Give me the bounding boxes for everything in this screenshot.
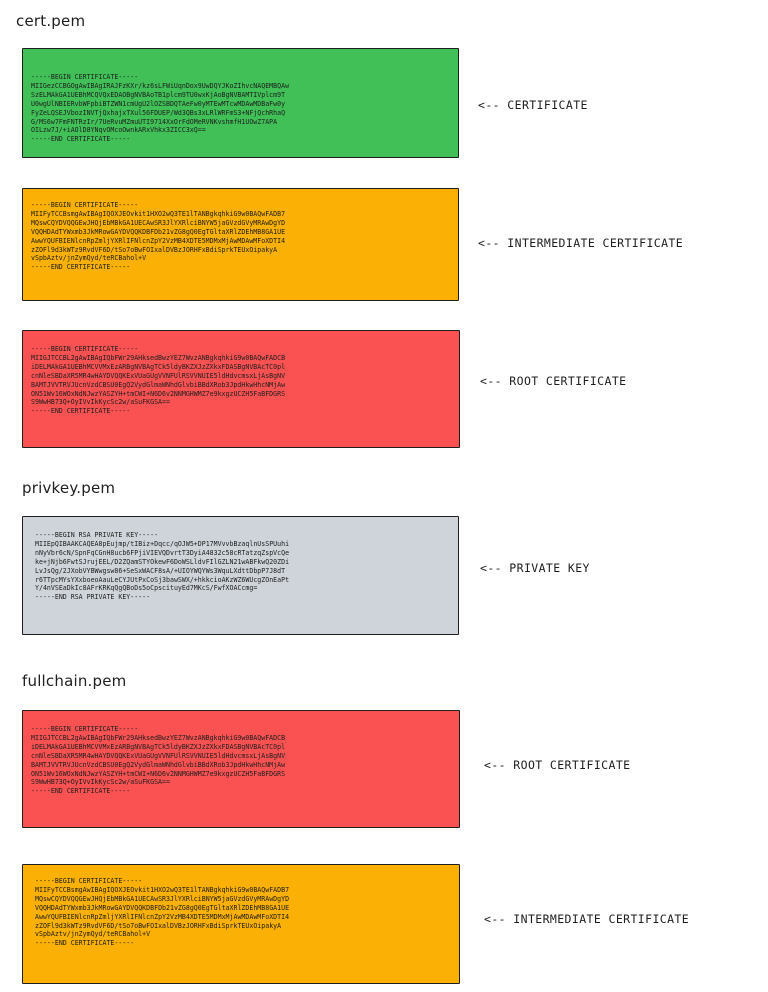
fullchain-root-certificate-box — [22, 710, 460, 828]
fullchain-intermediate-pem-text: -----BEGIN CERTIFICATE----- MIIFyTCCBsmgAwIBAgIQOXJEOvkit1HXO2wQ3TE1lTANBgkqhkiG9w0BAQwFADB7 MQswCQYDVQQGEwJHQjEbMBkGA1UECAwSR3JlYXRlciBNYW5jaGVzdGVyMRAwDgYD VQQHDAdTYWxmb3JkMRowGAYDVQQKDBFDb21vZG8gQ0EgTGltaXRlZDEhMB8GA1UE AwwYQUFBIENlcnRpZmljYXRlIFNlcnZpY2VzMB4XDTE5MDMxMjAwMDAwMFoXDTI4 zZOFl9d3kWTz9RvdVF6D/tSo7oBwFOIxalDVBzJORHFxBdiSprkTEUxOipakyA vSpbAztv/jnZymQyd/teRCBahol+V -----END CERTIFICATE----- — [35, 877, 290, 948]
fullchain-filename: fullchain.pem — [22, 672, 127, 690]
certificate-pem-text: -----BEGIN CERTIFICATE----- MIIGezCCBGOgAwIBAgIRAJFzKXr/kz6sLFWiUqnDox9UwDQYJKoZIhvcNAQEMBQAw SzELMAkGA1UEBhMCQVQxEDAOBgNVBAoTB1plcm9TU0wxKjAoBgNVBAMTIVplcm9T U0wgUlNBIERvbWFpbiBTZWN1cmUgU2lOZSBDQTAeFw0yMTEwMTcwMDAwMDBaFw0y FyZeLQSEJVbozINVTjQxhajxTXul56FDUEP/Wd3QBs3xLRlWRFmS3+NFjQchRhaQ G/MS6w7FmFNTRzIr/7UeRvuMZmuUTI9714XxOrFdOMeRVNKvshmfH1UOwZ7APA OILzw7J/+iAOlD8YNqvOMcoOwnkARxVhkx3ZICC3xQ== -----END CERTIFICATE----- — [31, 73, 290, 144]
certificate-label: <-- CERTIFICATE — [478, 98, 588, 112]
certificate-box — [22, 48, 459, 158]
intermediate-certificate-box — [22, 188, 459, 301]
fullchain-root-certificate-label: <-- ROOT CERTIFICATE — [484, 758, 631, 772]
fullchain-intermediate-certificate-label: <-- INTERMEDIATE CERTIFICATE — [484, 912, 690, 926]
fullchain-root-pem-text: -----BEGIN CERTIFICATE----- MIIGJTCCBL2gAwIBAgIQbFWr29AHksedBwzYEZ7WvzANBgkqhkiG9w0BAQwFADCB iDELMAkGA1UEBhMCVVMxEzARBgNVBAgTCk5ldyBKZXJzZXkxFDASBgNVBAcTC0pl cnNleSBDaXR5MR4wHAYDVQQKExVUaGUgVVNFUlRSVVNUIE5ldHdvcmsxLjAsBgNV BAMTJVVTRVJUcnVzdCBSU0EgQ2VydGlmaWNhdGlvbiBBdXRob3JpdHkwHhcNMjAw ON51Wv16WOxNdNJwzYASZYH+tmCWI+N6D6v2NNMGHWMZ7e9kxgzUCZH5FaBFDGRS S9WwHB73Q+OyIVvIkKycSc2w/aSuFKGSA== -----END CERTIFICATE----- — [31, 725, 286, 796]
private-key-box — [22, 516, 459, 635]
intermediate-certificate-label: <-- INTERMEDIATE CERTIFICATE — [478, 236, 684, 250]
root-certificate-label: <-- ROOT CERTIFICATE — [480, 374, 627, 388]
root-certificate-box — [22, 330, 460, 448]
cert-filename: cert.pem — [16, 12, 86, 30]
root-pem-text: -----BEGIN CERTIFICATE----- MIIGJTCCBL2gAwIBAgIQbFWr29AHksedBwzYEZ7WvzANBgkqhkiG9w0BAQwFADCB iDELMAkGA1UEBhMCVVMxEzARBgNVBAgTCk5ldyBKZXJzZXkxFDASBgNVBAcTC0pl cnNleSBDaXR5MR4wHAYDVQQKExVUaGUgVVNFUlRSVVNUIE5ldHdvcmsxLjAsBgNV BAMTJVVTRVJUcnVzdCBSU0EgQ2VydGlmaWNhdGlvbiBBdXRob3JpdHkwHhcNMjAw ON51Wv16WOxNdNJwzYASZYH+tmCWI+N6D6v2NNMGHWMZ7e9kxgzUCZH5FaBFDGRS S9WwHB73Q+OyIVvIkKycSc2w/aSuFKGSA== -----END CERTIFICATE----- — [31, 345, 286, 416]
intermediate-pem-text: -----BEGIN CERTIFICATE----- MIIFyTCCBsmgAwIBAgIQOXJEOvkit1HXO2wQ3TE1lTANBgkqhkiG9w0BAQwFADB7 MQswCQYDVQQGEwJHQjEbMBkGA1UECAwSR3JlYXRlciBNYW5jaGVzdGVyMRAwDgYD VQQHDAdTYWxmb3JkMRowGAYDVQQKDBFDb21vZG8gQ0EgTGltaXRlZDEhMB8GA1UE AwwYQUFBIENlcnRpZmljYXRlIFNlcnZpY2VzMB4XDTE5MDMxMjAwMDAwMFoXDTI4 zZOFl9d3kWTz9RvdVF6D/tSo7oBwFOIxalDVBzJORHFxBdiSprkTEUxOipakyA vSpbAztv/jnZymQyd/teRCBahol+V -----END CERTIFICATE----- — [31, 201, 286, 272]
private-key-pem-text: -----BEGIN RSA PRIVATE KEY----- MIIEpQIBAAKCAQEA8pEujmp/tIBiz+Dqcc/qOJW5+DP17MVvvbBzaqlnUsSPUuhi nNyVbr6cN/SpnFqCGnH8ucb6FPjiVIEVQDvrtT3DyiA4832c58cRTatzqZspVcQe ke+jNjb6FwtSJrujEEL/D2ZQamSTYOkewF6DoWSLldvFIlGZLN21wABFkwQ20ZDi LvJsQg/2JXobVYBWwgsw86+SeSxWACF8sA/+UIOYWQYWs3WquLXdttDbpP7J8dT r6TTpcMYsYXxboeoAauLeCYJUtPxCoSj3bawSWX/+hkkcioAKzWZ6WUcgZOnEaPt Y/4nVSEaDkIc8AFrKRKqQgQBoDs5oCpscituyEd7MKcS/FwfXOACcmg= -----END RSA PRIVATE KEY----- — [35, 531, 290, 602]
private-key-label: <-- PRIVATE KEY — [480, 561, 590, 575]
privkey-filename: privkey.pem — [22, 479, 116, 497]
fullchain-intermediate-certificate-box — [22, 864, 460, 984]
